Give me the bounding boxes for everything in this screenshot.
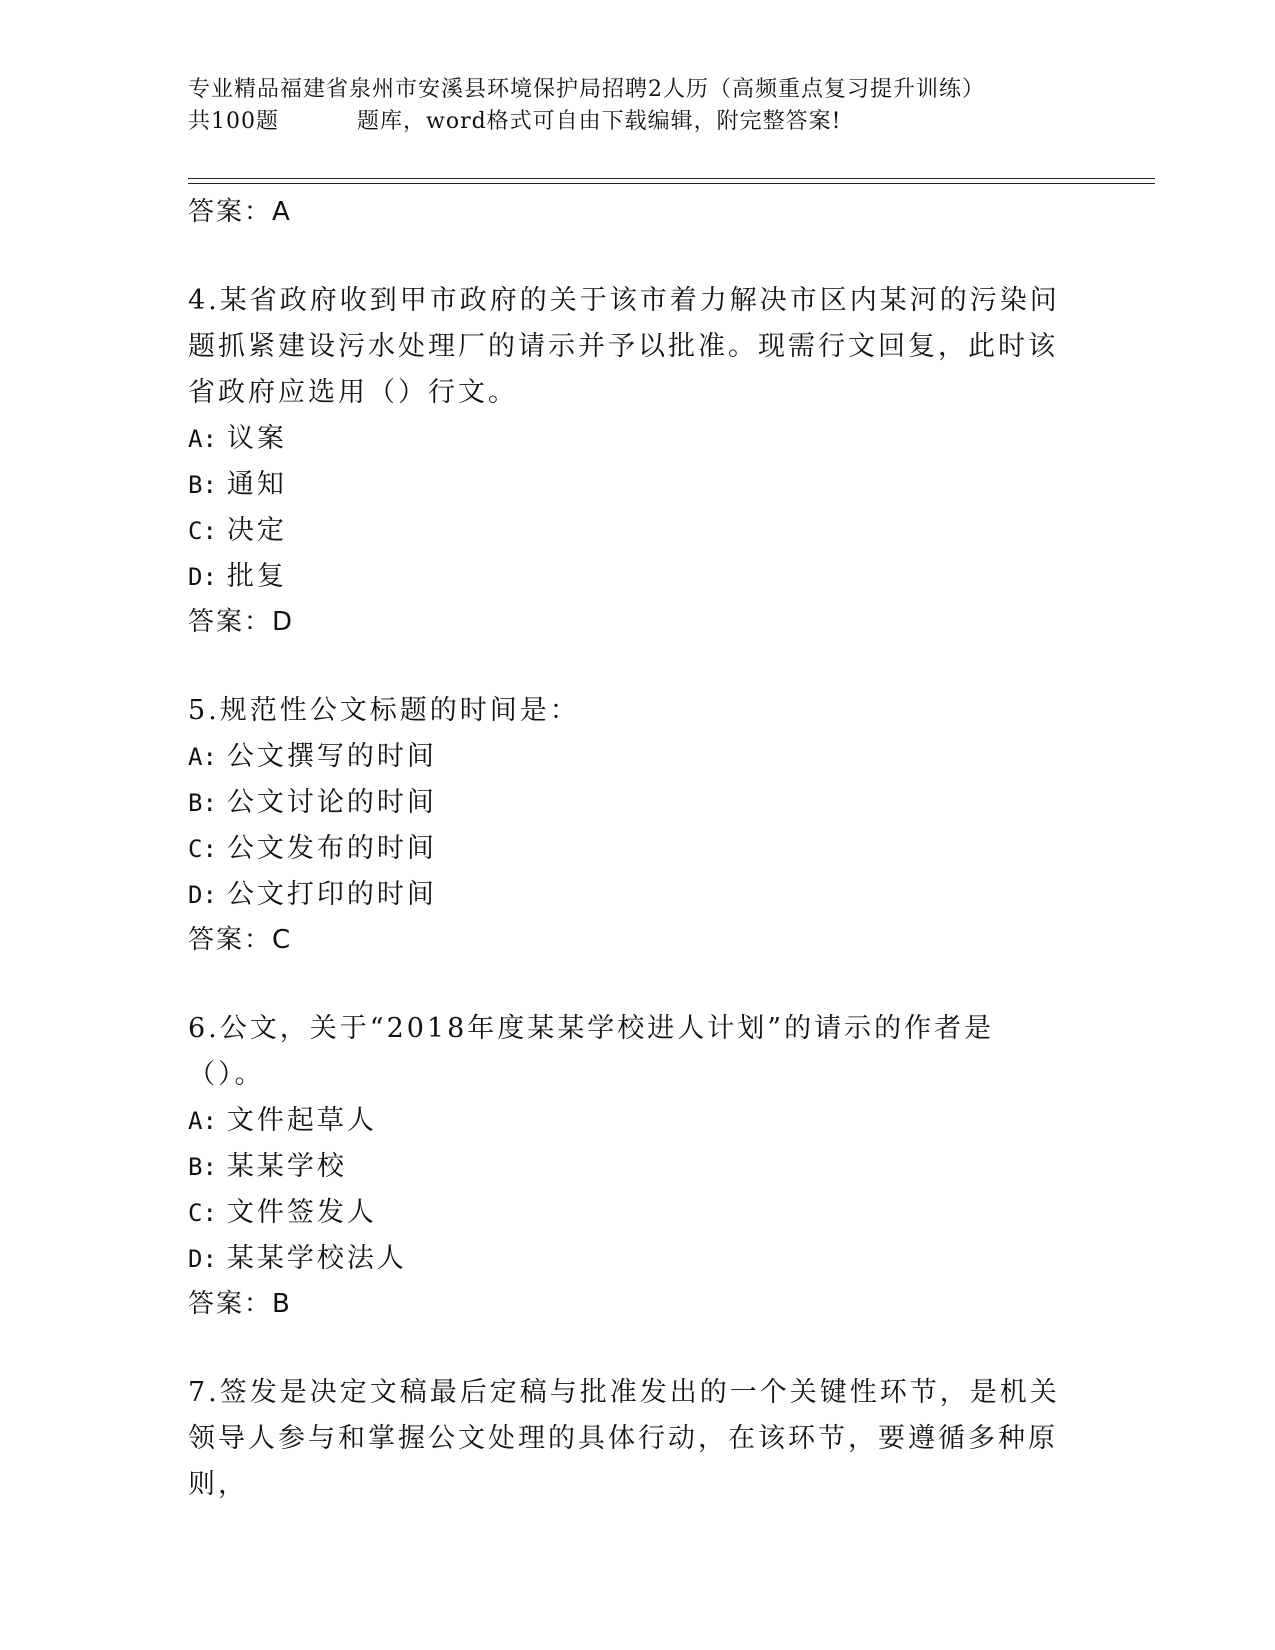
option-a <box>188 1098 1068 1144</box>
page-header <box>188 74 1088 138</box>
option-text: 公文发布的时间 <box>226 833 437 864</box>
question-text: 4.某省政府收到甲市政府的关于该市着力解决市区内某河的污染问题抓紧建设污水处理厂的请示并予以批准。现需行文回复，此时该省政府应选用（）行文。 <box>188 285 1060 408</box>
option-letter: D: <box>188 1245 217 1273</box>
option-text: 某某学校法人 <box>226 1243 407 1274</box>
header-count: 共100题 <box>188 109 279 134</box>
option-text: 议案 <box>226 423 287 454</box>
option-letter: B: <box>188 471 217 499</box>
option-letter: C: <box>188 517 217 545</box>
option-text: 文件签发人 <box>226 1197 377 1228</box>
option-letter: C: <box>188 835 217 863</box>
option-text: 公文讨论的时间 <box>226 787 437 818</box>
question-item <box>188 688 1068 962</box>
header-title-line1: 专业精品福建省泉州市安溪县环境保护局招聘2人历（高频重点复习提升训练） <box>188 77 985 102</box>
header-title-line2 <box>188 106 1088 138</box>
option-letter: B: <box>188 789 217 817</box>
option-letter: D: <box>188 563 217 591</box>
answer-label: 答案：D <box>188 607 295 637</box>
answer-label: 答案：A <box>188 197 292 227</box>
question-list <box>188 190 1068 1508</box>
option-letter: A: <box>188 425 217 453</box>
option-b <box>188 780 1068 826</box>
option-text: 批复 <box>226 561 287 592</box>
option-b <box>188 1144 1068 1190</box>
option-text: 公文撰写的时间 <box>226 741 437 772</box>
option-text: 决定 <box>226 515 287 546</box>
option-letter: A: <box>188 743 217 771</box>
header-divider-top <box>188 178 1155 179</box>
answer-label: 答案：C <box>188 925 293 955</box>
question-item <box>188 1370 1068 1508</box>
option-c <box>188 508 1068 554</box>
option-d <box>188 1236 1068 1282</box>
option-letter: C: <box>188 1199 217 1227</box>
question-item <box>188 278 1068 644</box>
option-text: 公文打印的时间 <box>226 879 437 910</box>
header-divider-bottom <box>188 183 1155 184</box>
option-text: 通知 <box>226 469 287 500</box>
option-b <box>188 462 1068 508</box>
option-letter: B: <box>188 1153 217 1181</box>
question-text: 5.规范性公文标题的时间是： <box>188 695 580 726</box>
option-d <box>188 554 1068 600</box>
option-text: 某某学校 <box>226 1151 347 1182</box>
header-description: 题库，word格式可自由下载编辑，附完整答案! <box>357 109 842 134</box>
option-c <box>188 826 1068 872</box>
option-c <box>188 1190 1068 1236</box>
answer-label: 答案：B <box>188 1289 292 1319</box>
option-text: 文件起草人 <box>226 1105 377 1136</box>
question-text: 7.签发是决定文稿最后定稿与批准发出的一个关键性环节，是机关领导人参与和掌握公文处理的具体行动，在该环节，要遵循多种原则， <box>188 1377 1060 1500</box>
option-d <box>188 872 1068 918</box>
option-a <box>188 416 1068 462</box>
option-letter: D: <box>188 881 217 909</box>
question-text: 6.公文，关于“2018年度某某学校进人计划”的请示的作者是（）。 <box>188 1013 995 1090</box>
option-a <box>188 734 1068 780</box>
question-item <box>188 1006 1068 1326</box>
option-letter: A: <box>188 1107 217 1135</box>
